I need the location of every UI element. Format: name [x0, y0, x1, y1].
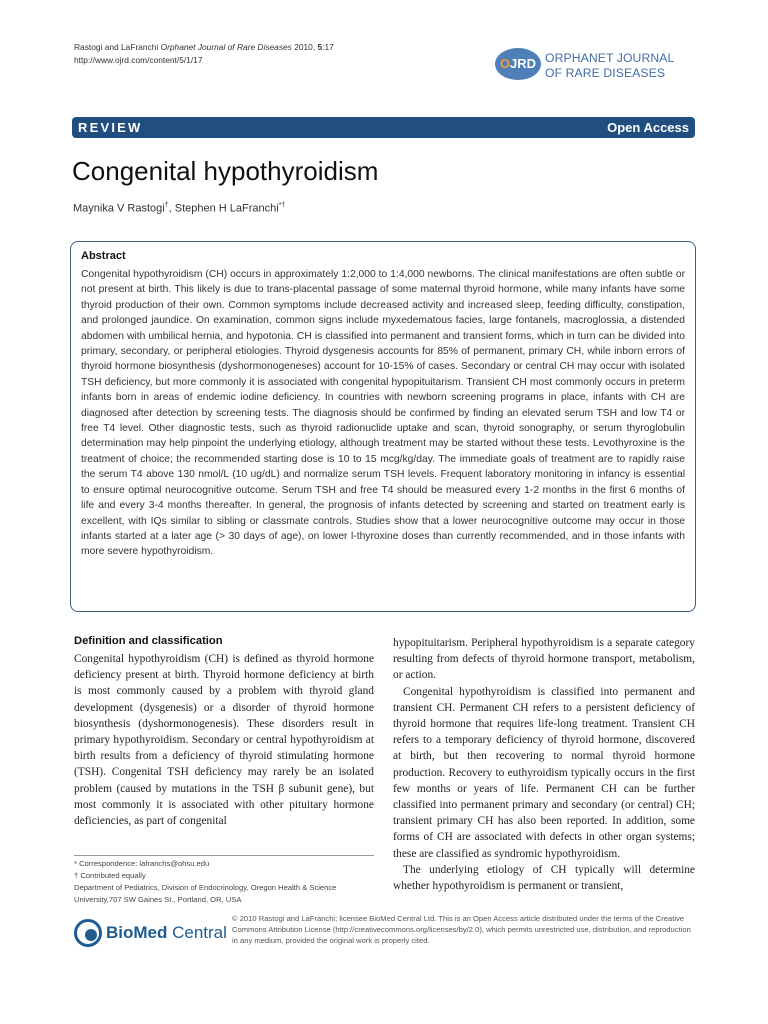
paragraph: hypopituitarism. Peripheral hypothyroidism is a separate category resulting from defects of thyroid hormone transport, metabolism, or action. — [393, 637, 695, 682]
paragraph: Congenital hypothyroidism (CH) is defined as thyroid hormone deficiency present at birth. Thyroid hormone deficiency at birth is most commonly caused by a problem with thyroid gland development (dysgenesis) or a disorder of thyroid hormone biosynthesis (dyshormonogenesis). These disorders result in primary hypothyroidism. Secondary or central hypothyroidism at birth results from a deficiency of thyroid stimulating hormone (TSH). Congenital TSH deficiency may rarely be an isolated problem (caused by mutations in the TSH β subunit gene), but most commonly it is associated with other pituitary hormone deficiencies, as part of congenital — [74, 653, 374, 828]
footnotes — [74, 858, 374, 906]
citation-line — [74, 41, 334, 54]
author-1-mark: † — [164, 202, 169, 209]
author-2[interactable]: Stephen H LaFranchi — [174, 202, 279, 215]
author-1[interactable]: Maynika V Rastogi — [73, 202, 165, 215]
logo-line2: OF RARE DISEASES — [545, 66, 666, 80]
citation-pages: :17 — [322, 42, 334, 52]
affiliation-note: Department of Pediatrics, Division of Endocrinology, Oregon Health & Science University,707 SW Gaines St., Portland, OR, USA — [74, 883, 337, 904]
ojrd-badge-icon: OJRD — [495, 48, 541, 80]
article-type-bar — [72, 117, 695, 138]
citation-volume: 5 — [317, 42, 323, 52]
journal-name: Orphanet Journal of Rare Diseases — [160, 42, 292, 52]
journal-logo[interactable] — [495, 48, 695, 84]
author-separator: , — [168, 202, 175, 215]
author-list — [73, 199, 285, 216]
abstract-text: Congenital hypothyroidism (CH) occurs in approximately 1:2,000 to 1:4,000 newborns. The clinical manifestations are often subtle or not present at birth. This likely is due to trans-placental passage of some maternal thyroid hormone, while many infants have some thyroid production of their own. Common symptoms include decreased activity and increased sleep, feeding difficulty, constipation, and prolonged jaundice. On examination, common signs include myxedematous facies, large fontanels, macroglossia, a distended abdomen with umbilical hernia, and hypotonia. CH is classified into permanent and transient forms, which in turn can be divided into primary, secondary, or peripheral etiologies. Thyroid dysgenesis accounts for 85% of permanent, primary CH, while inborn errors of thyroid hormone biosynthesis (dyshormonogeneses) account for 10-15% of cases. Secondary or central CH may occur with isolated TSH deficiency, but more commonly it is associated with congenital hypopituitarism. Transient CH most commonly occurs in preterm infants born in areas of endemic iodine deficiency. In countries with newborn screening programs in place, infants with CH are diagnosed after detection by screening tests. The diagnosis should be confirmed by finding an elevated serum TSH and low T4 or free T4 level. Other diagnostic tests, such as thyroid radionuclide uptake and scan, thyroid sonography, or serum thyroglobulin determination may help pinpoint the underlying etiology, although treatment may be started without these tests. Levothyroxine is the treatment of choice; the recommended starting dose is 10 to 15 mcg/kg/day. The immediate goals of treatment are to rapidly raise the serum T4 above 130 nmol/L (10 ug/dL) and normalize serum TSH levels. Frequent laboratory monitoring in infancy is essential to ensure optimal neurocognitive outcome. Serum TSH and free T4 should be measured every 1-2 months in the first 6 months of life and every 3-4 months thereafter. In general, the prognosis of infants detected by screening and started on treatment early is excellent, with IQs similar to sibling or classmate controls. Studies show that a lower neurocognitive outcome may occur in those infants started at a later age (> 30 days of age), on lower l-thyroxine doses than currently recommended, and in those infants with more severe hypothyroidism. — [81, 269, 685, 558]
open-access-label: Open Access — [607, 120, 689, 135]
section-heading: Definition and classification — [74, 635, 223, 647]
biomed-circle-icon — [74, 919, 102, 947]
paragraph: Congenital hypothyroidism is classified into permanent and transient CH. Permanent CH refers to a persistent deficiency of thyroid hormone that requires life-long treatment. Transient CH refers to a temporary deficiency of thyroid hormone, discovered at birth, but then recovering to normal thyroid hormone production. Recovery to euthyroidism typically occurs in the first few months or years of life. Permanent CH can be further classified into permanent primary and secondary (or central) CH; transient primary CH has also been reported. In addition, some forms of CH are associated with defects in other organ systems; these are classified as syndromic hypothyroidism. — [393, 685, 695, 860]
paragraph: The underlying etiology of CH typically will determine whether hypothyroidism is permanent or transient, — [393, 863, 695, 893]
publisher-name: BioMed Central — [106, 923, 227, 942]
correspondence-note: * Correspondence: lafranchs@ohsu.edu — [74, 859, 210, 868]
article-type-label: REVIEW — [78, 120, 143, 135]
publisher-logo[interactable] — [74, 918, 234, 950]
abstract-box — [70, 241, 696, 612]
logo-line1: ORPHANET JOURNAL — [545, 51, 675, 65]
contributed-note: † Contributed equally — [74, 871, 146, 880]
article-title: Congenital hypothyroidism — [72, 156, 379, 186]
citation-authors: Rastogi and LaFranchi — [74, 42, 159, 52]
copyright-notice: © 2010 Rastogi and LaFranchi; licensee BioMed Central Ltd. This is an Open Access article distributed under the terms of the Creative Commons Attribution License (http://creativecommons.org/licenses/by/2.0), which permits unrestricted use, distribution, and reproduction in any medium, provided the original work is properly cited. — [232, 914, 691, 945]
footnote-divider — [74, 855, 374, 856]
citation-year: 2010, — [294, 42, 316, 52]
article-url[interactable]: http://www.ojrd.com/content/5/1/17 — [74, 55, 203, 65]
body-right-column — [393, 635, 695, 894]
author-2-mark: *† — [278, 202, 286, 209]
body-left-column — [74, 651, 374, 829]
abstract-heading: Abstract — [81, 250, 126, 262]
logo-text — [545, 51, 674, 81]
citation-header — [74, 41, 334, 67]
